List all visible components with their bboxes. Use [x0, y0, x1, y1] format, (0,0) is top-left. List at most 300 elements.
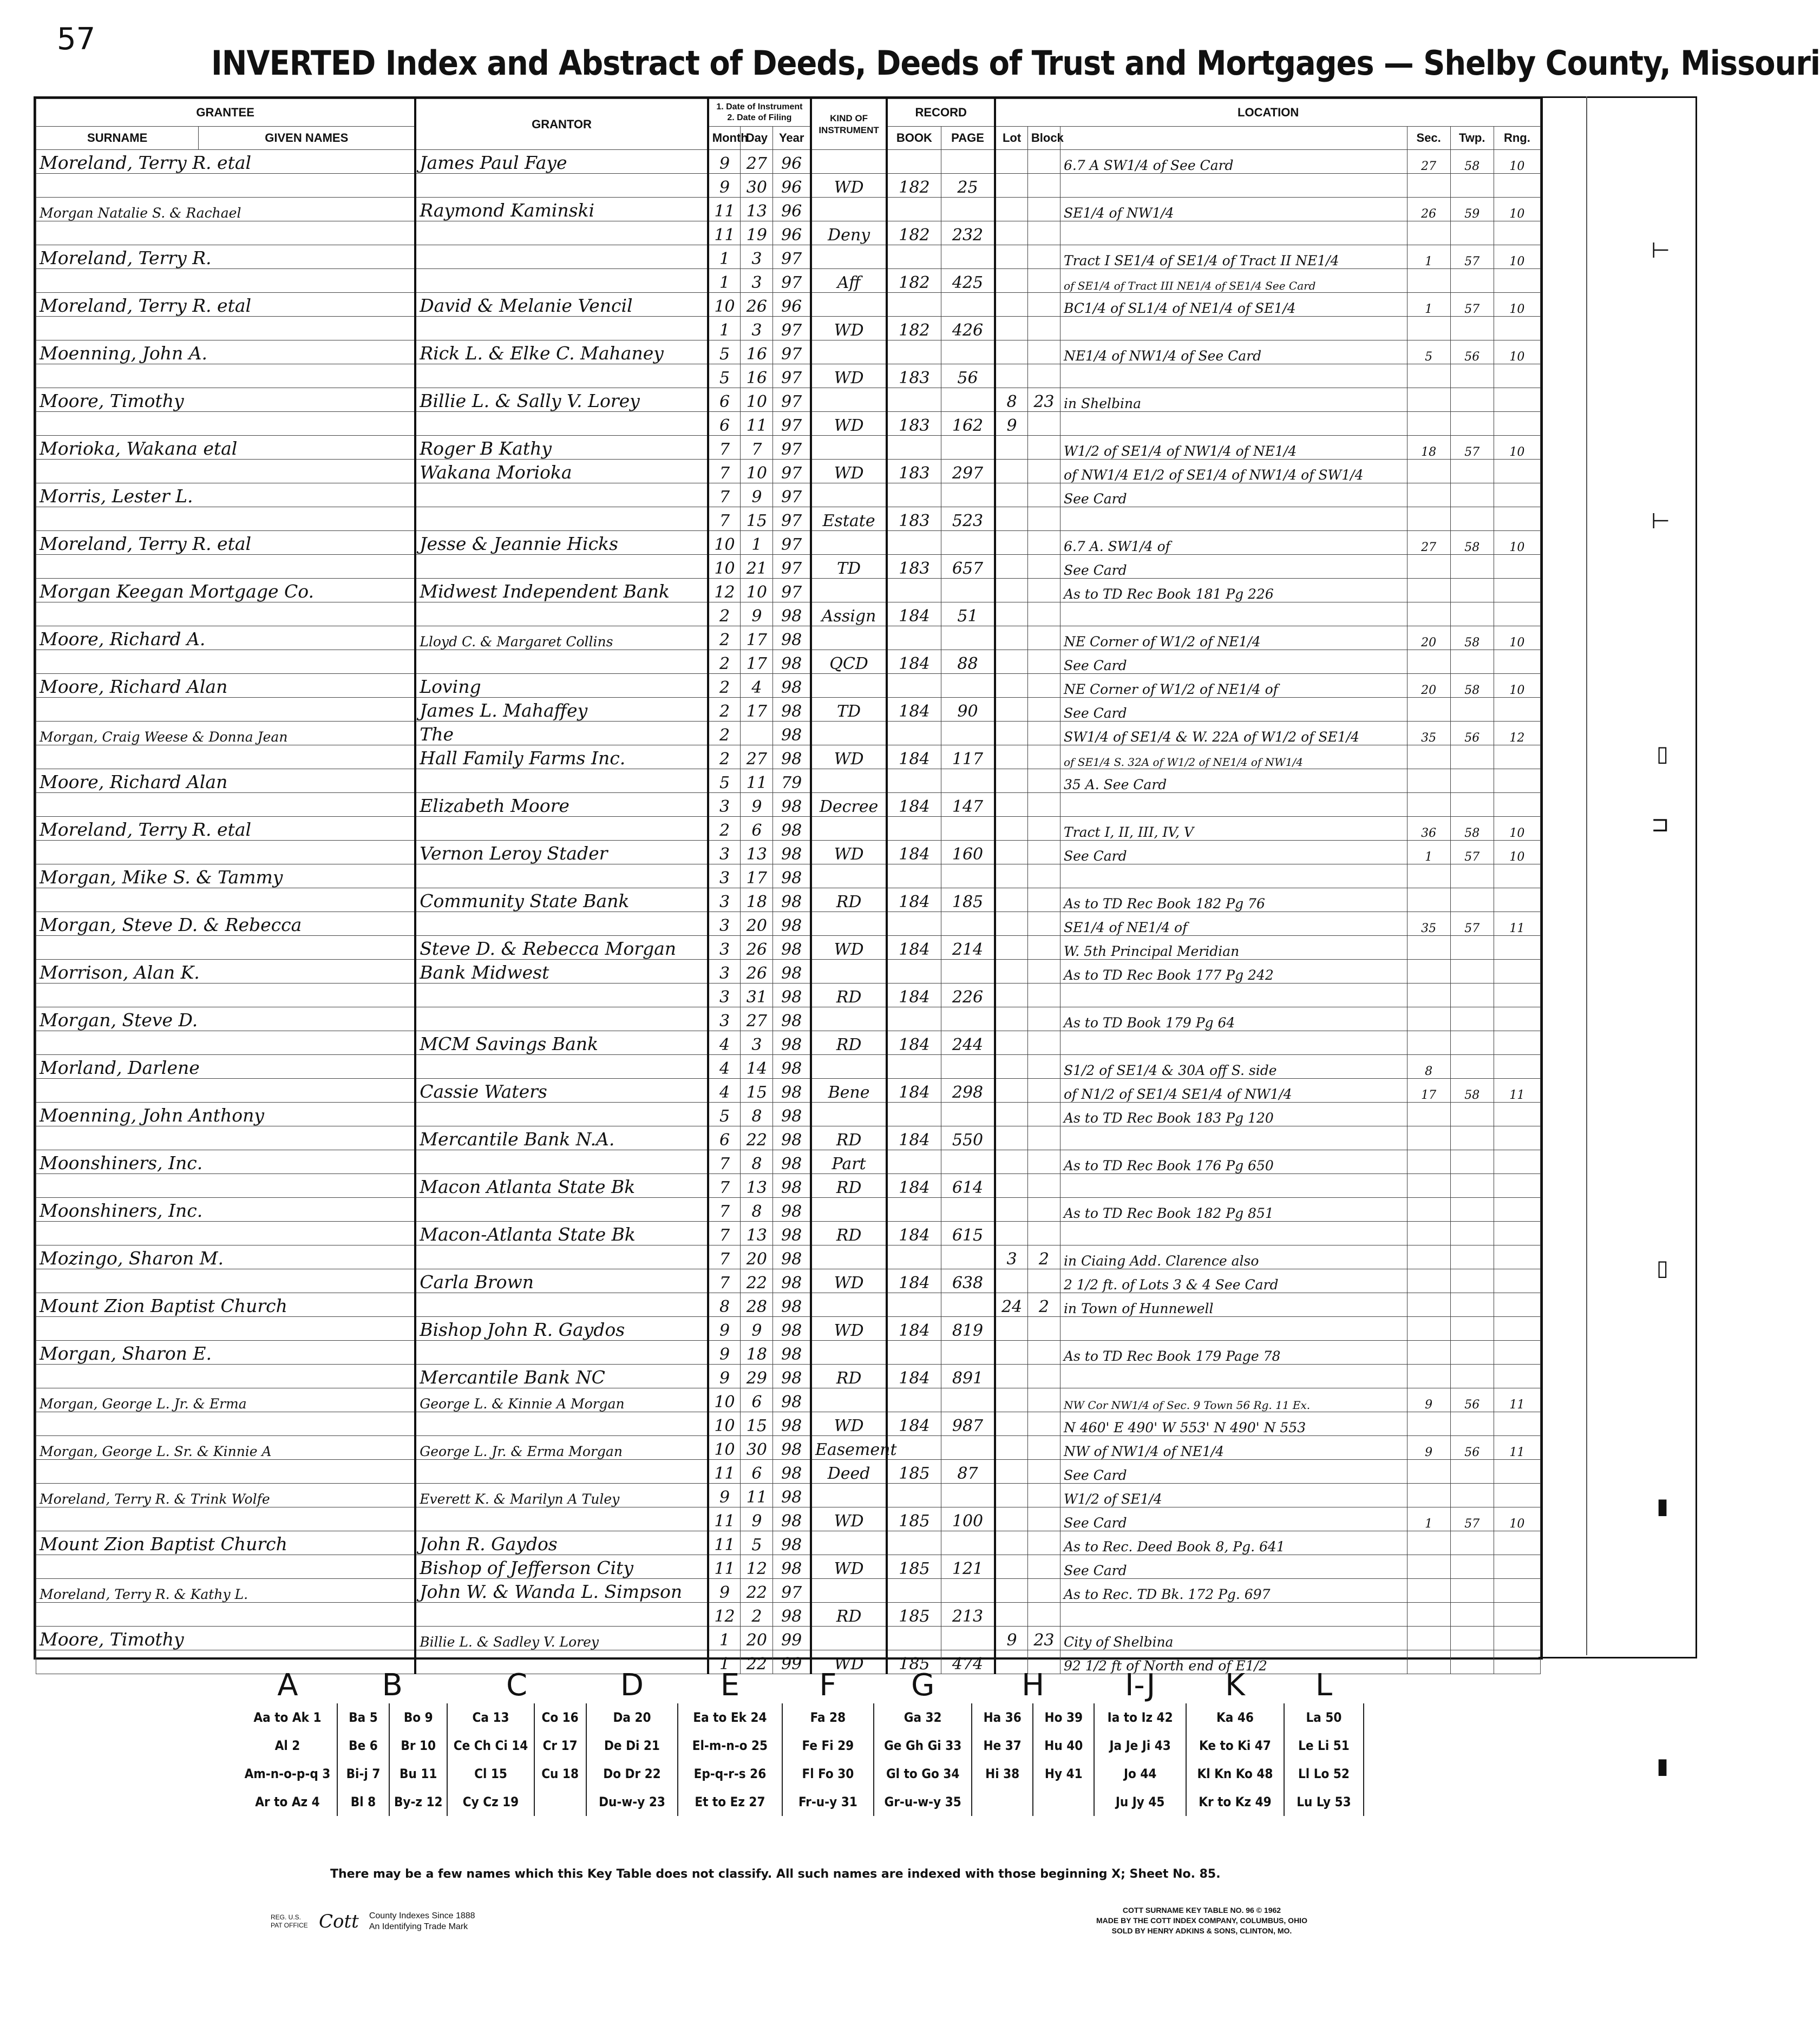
key-cell: Ep-q-r-s 26 — [678, 1760, 782, 1788]
grantor-cell — [415, 174, 708, 198]
table-row — [36, 984, 1541, 1007]
year-cell: 79 — [773, 769, 811, 793]
day-cell: 1 — [741, 531, 773, 555]
page-cell: 474 — [941, 1650, 995, 1674]
location-cell: As to TD Rec Book 182 Pg 76 — [1060, 888, 1407, 912]
lot-cell — [995, 674, 1027, 698]
header-sec: Sec. — [1407, 127, 1450, 150]
kind-cell — [811, 912, 887, 936]
month-cell: 8 — [708, 1293, 741, 1317]
lot-cell — [995, 1555, 1027, 1579]
kind-cell — [811, 340, 887, 364]
grantor-cell: John R. Gaydos — [415, 1531, 708, 1555]
kind-cell — [811, 531, 887, 555]
table-row — [36, 626, 1541, 650]
location-cell: Tract I SE1/4 of SE1/4 of Tract II NE1/4 — [1060, 245, 1407, 269]
grantee-cell: Moore, Richard Alan — [36, 674, 416, 698]
table-row — [36, 1055, 1541, 1079]
lot-cell — [995, 1126, 1027, 1150]
grantor-cell: George L. Jr. & Erma Morgan — [415, 1436, 708, 1460]
kind-cell: RD — [811, 888, 887, 912]
location-cell — [1060, 317, 1407, 340]
twp-cell — [1450, 579, 1494, 602]
kind-cell — [811, 960, 887, 984]
sec-cell — [1407, 174, 1450, 198]
day-cell: 6 — [741, 817, 773, 841]
year-cell: 97 — [773, 460, 811, 483]
rng-cell — [1494, 1317, 1540, 1341]
month-cell: 3 — [708, 936, 741, 960]
binder-ring-icon: ▯ — [1657, 1256, 1669, 1281]
month-cell: 2 — [708, 674, 741, 698]
grantor-cell — [415, 1507, 708, 1531]
table-row — [36, 364, 1541, 388]
page-cell — [941, 293, 995, 317]
rng-cell — [1494, 1460, 1540, 1484]
month-cell: 2 — [708, 698, 741, 722]
book-cell — [887, 769, 941, 793]
block-cell — [1027, 1436, 1060, 1460]
block-cell — [1027, 1079, 1060, 1103]
grantor-cell — [415, 1341, 708, 1365]
grantor-cell: Billie L. & Sally V. Lorey — [415, 388, 708, 412]
kind-cell — [811, 150, 887, 174]
header-book: BOOK — [887, 127, 941, 150]
grantee-cell — [36, 1412, 416, 1436]
month-cell: 4 — [708, 1055, 741, 1079]
year-cell: 98 — [773, 1222, 811, 1245]
book-cell — [887, 1484, 941, 1507]
month-cell: 5 — [708, 769, 741, 793]
lot-cell: 9 — [995, 412, 1027, 436]
table-row — [36, 722, 1541, 745]
grantor-cell — [415, 507, 708, 531]
lot-cell — [995, 269, 1027, 293]
grantor-cell: Vernon Leroy Stader — [415, 841, 708, 864]
location-cell: As to TD Rec Book 176 Pg 650 — [1060, 1150, 1407, 1174]
sec-cell — [1407, 412, 1450, 436]
table-row — [36, 436, 1541, 460]
day-cell: 30 — [741, 1436, 773, 1460]
twp-cell — [1450, 1150, 1494, 1174]
block-cell — [1027, 936, 1060, 960]
location-cell — [1060, 1031, 1407, 1055]
rng-cell: 10 — [1494, 198, 1540, 221]
table-row — [36, 1222, 1541, 1245]
twp-cell — [1450, 745, 1494, 769]
binder-post-icon: ▮ — [1657, 1754, 1669, 1779]
page-cell — [941, 1627, 995, 1650]
twp-cell — [1450, 269, 1494, 293]
twp-cell — [1450, 602, 1494, 626]
key-cell: Ca 13 — [447, 1703, 534, 1732]
month-cell: 1 — [708, 1650, 741, 1674]
month-cell: 6 — [708, 412, 741, 436]
day-cell: 13 — [741, 1222, 773, 1245]
rng-cell — [1494, 793, 1540, 817]
grantee-cell: Moore, Timothy — [36, 1627, 416, 1650]
book-cell — [887, 245, 941, 269]
key-cell: Co 16 — [534, 1703, 586, 1732]
month-cell: 1 — [708, 269, 741, 293]
book-cell — [887, 198, 941, 221]
book-cell: 184 — [887, 1269, 941, 1293]
lot-cell — [995, 483, 1027, 507]
month-cell: 3 — [708, 1007, 741, 1031]
lot-cell — [995, 1055, 1027, 1079]
grantor-cell — [415, 1103, 708, 1126]
key-cell: By-z 12 — [389, 1788, 447, 1816]
grantor-cell: David & Melanie Vencil — [415, 293, 708, 317]
sec-cell: 1 — [1407, 1507, 1450, 1531]
page-cell: 891 — [941, 1365, 995, 1388]
table-row — [36, 1198, 1541, 1222]
table-row — [36, 1555, 1541, 1579]
grantee-cell: Moreland, Terry R. — [36, 245, 416, 269]
location-cell: As to TD Rec Book 177 Pg 242 — [1060, 960, 1407, 984]
book-cell: 182 — [887, 221, 941, 245]
location-cell: As to TD Rec Book 181 Pg 226 — [1060, 579, 1407, 602]
day-cell: 15 — [741, 1412, 773, 1436]
block-cell — [1027, 317, 1060, 340]
day-cell: 10 — [741, 579, 773, 602]
table-row — [36, 269, 1541, 293]
table-row — [36, 936, 1541, 960]
kind-cell: WD — [811, 1269, 887, 1293]
key-cell: He 37 — [972, 1732, 1033, 1760]
sec-cell — [1407, 936, 1450, 960]
day-cell: 9 — [741, 793, 773, 817]
sec-cell: 1 — [1407, 293, 1450, 317]
grantee-cell: Morgan, Craig Weese & Donna Jean — [36, 722, 416, 745]
block-cell: 23 — [1027, 1627, 1060, 1650]
grantee-cell: Morris, Lester L. — [36, 483, 416, 507]
day-cell: 3 — [741, 1031, 773, 1055]
day-cell: 21 — [741, 555, 773, 579]
block-cell — [1027, 793, 1060, 817]
lot-cell — [995, 1531, 1027, 1555]
lot-cell — [995, 1579, 1027, 1603]
rng-cell — [1494, 1126, 1540, 1150]
twp-cell — [1450, 1031, 1494, 1055]
twp-cell — [1450, 864, 1494, 888]
table-row — [36, 1484, 1541, 1507]
block-cell — [1027, 269, 1060, 293]
rng-cell — [1494, 1245, 1540, 1269]
twp-cell — [1450, 1103, 1494, 1126]
surname-key-table — [238, 1667, 1364, 1862]
sec-cell — [1407, 1484, 1450, 1507]
block-cell — [1027, 483, 1060, 507]
table-row — [36, 1603, 1541, 1627]
block-cell — [1027, 1055, 1060, 1079]
block-cell — [1027, 1150, 1060, 1174]
page-cell: 297 — [941, 460, 995, 483]
key-cell: Jo 44 — [1094, 1760, 1186, 1788]
page-cell — [941, 1531, 995, 1555]
page-cell: 51 — [941, 602, 995, 626]
month-cell: 1 — [708, 245, 741, 269]
sec-cell — [1407, 1222, 1450, 1245]
header-month: Month — [708, 127, 741, 150]
kind-cell — [811, 579, 887, 602]
block-cell — [1027, 364, 1060, 388]
day-cell: 16 — [741, 364, 773, 388]
location-cell: of SE1/4 S. 32A of W1/2 of NE1/4 of NW1/4 — [1060, 745, 1407, 769]
day-cell: 12 — [741, 1555, 773, 1579]
grantor-cell — [415, 1460, 708, 1484]
year-cell: 98 — [773, 1245, 811, 1269]
table-row — [36, 769, 1541, 793]
key-letter: C — [506, 1668, 528, 1703]
key-cell: Be 6 — [337, 1732, 389, 1760]
twp-cell — [1450, 221, 1494, 245]
year-cell: 98 — [773, 1507, 811, 1531]
grantor-cell — [415, 1412, 708, 1436]
location-cell: See Card — [1060, 1460, 1407, 1484]
book-cell: 184 — [887, 1317, 941, 1341]
twp-cell — [1450, 483, 1494, 507]
key-body — [238, 1703, 1364, 1816]
grantor-cell — [415, 1198, 708, 1222]
block-cell — [1027, 531, 1060, 555]
grantor-cell — [415, 1007, 708, 1031]
grantee-cell: Moenning, John Anthony — [36, 1103, 416, 1126]
sec-cell — [1407, 1245, 1450, 1269]
month-cell: 9 — [708, 150, 741, 174]
grantor-cell — [415, 221, 708, 245]
key-cell: Gr-u-w-y 35 — [874, 1788, 972, 1816]
day-cell: 22 — [741, 1579, 773, 1603]
twp-cell — [1450, 412, 1494, 436]
page-cell — [941, 1388, 995, 1412]
grantee-cell: Morgan Keegan Mortgage Co. — [36, 579, 416, 602]
rng-cell: 11 — [1494, 1388, 1540, 1412]
location-cell — [1060, 364, 1407, 388]
month-cell: 5 — [708, 340, 741, 364]
book-cell: 184 — [887, 1031, 941, 1055]
location-cell: As to TD Rec Book 183 Pg 120 — [1060, 1103, 1407, 1126]
grantor-cell: Bishop of Jefferson City — [415, 1555, 708, 1579]
twp-cell — [1450, 1555, 1494, 1579]
header-block: Block — [1027, 127, 1060, 150]
page-cell — [941, 579, 995, 602]
month-cell: 2 — [708, 722, 741, 745]
header-page: PAGE — [941, 127, 995, 150]
block-cell — [1027, 602, 1060, 626]
block-cell — [1027, 198, 1060, 221]
day-cell: 9 — [741, 1317, 773, 1341]
grantor-cell: Bishop John R. Gaydos — [415, 1317, 708, 1341]
twp-cell — [1450, 984, 1494, 1007]
key-cell: Ea to Ek 24 — [678, 1703, 782, 1732]
key-cell: La 50 — [1284, 1703, 1364, 1732]
key-cell: Kr to Kz 49 — [1186, 1788, 1284, 1816]
block-cell — [1027, 340, 1060, 364]
twp-cell — [1450, 1484, 1494, 1507]
table-row — [36, 412, 1541, 436]
key-cell: Cy Cz 19 — [447, 1788, 534, 1816]
month-cell: 5 — [708, 364, 741, 388]
grantor-cell: Lloyd C. & Margaret Collins — [415, 626, 708, 650]
day-cell: 16 — [741, 340, 773, 364]
kind-cell: Deed — [811, 1460, 887, 1484]
twp-cell: 56 — [1450, 1388, 1494, 1412]
grantor-cell — [415, 412, 708, 436]
rng-cell — [1494, 555, 1540, 579]
page-cell — [941, 340, 995, 364]
year-cell: 98 — [773, 1460, 811, 1484]
grantor-cell — [415, 864, 708, 888]
block-cell — [1027, 150, 1060, 174]
year-cell: 98 — [773, 1317, 811, 1341]
sec-cell: 9 — [1407, 1388, 1450, 1412]
key-cell: El-m-n-o 25 — [678, 1732, 782, 1760]
grantee-cell: Moreland, Terry R. etal — [36, 817, 416, 841]
key-cell: Ke to Ki 47 — [1186, 1732, 1284, 1760]
key-cell: Ge Gh Gi 33 — [874, 1732, 972, 1760]
block-cell: 2 — [1027, 1293, 1060, 1317]
book-cell: 184 — [887, 698, 941, 722]
kind-cell: Aff — [811, 269, 887, 293]
book-cell: 184 — [887, 1079, 941, 1103]
location-cell: NE Corner of W1/2 of NE1/4 of — [1060, 674, 1407, 698]
key-cell: Ho 39 — [1033, 1703, 1094, 1732]
location-cell: See Card — [1060, 555, 1407, 579]
grantee-cell: Moreland, Terry R. & Kathy L. — [36, 1579, 416, 1603]
twp-cell — [1450, 460, 1494, 483]
block-cell — [1027, 1198, 1060, 1222]
rng-cell — [1494, 769, 1540, 793]
grantee-cell: Morgan, Steve D. & Rebecca — [36, 912, 416, 936]
location-cell — [1060, 1174, 1407, 1198]
key-cell — [972, 1788, 1033, 1816]
binder-tab-icon: ⊢ — [1651, 238, 1670, 263]
month-cell: 10 — [708, 1412, 741, 1436]
year-cell: 98 — [773, 1388, 811, 1412]
sec-cell — [1407, 1174, 1450, 1198]
sec-cell — [1407, 364, 1450, 388]
block-cell — [1027, 1341, 1060, 1365]
day-cell: 11 — [741, 412, 773, 436]
sec-cell — [1407, 1341, 1450, 1365]
page-cell: 523 — [941, 507, 995, 531]
year-cell: 98 — [773, 698, 811, 722]
location-cell: See Card — [1060, 483, 1407, 507]
key-cell: Le Li 51 — [1284, 1732, 1364, 1760]
sec-cell — [1407, 1150, 1450, 1174]
footer-publisher-line3: SOLD BY HENRY ADKINS & SONS, CLINTON, MO. — [1111, 1926, 1292, 1935]
month-cell: 2 — [708, 650, 741, 674]
year-cell: 97 — [773, 1579, 811, 1603]
block-cell — [1027, 174, 1060, 198]
key-cell: De Di 21 — [586, 1732, 678, 1760]
key-cell: Ce Ch Ci 14 — [447, 1732, 534, 1760]
twp-cell — [1450, 1055, 1494, 1079]
year-cell: 97 — [773, 364, 811, 388]
year-cell: 98 — [773, 912, 811, 936]
lot-cell — [995, 1507, 1027, 1531]
grantor-cell: Bank Midwest — [415, 960, 708, 984]
grantor-cell: Billie L. & Sadley V. Lorey — [415, 1627, 708, 1650]
key-cell: Fl Fo 30 — [782, 1760, 874, 1788]
lot-cell — [995, 912, 1027, 936]
key-letter: B — [382, 1668, 403, 1703]
table-row — [36, 174, 1541, 198]
key-cell: Du-w-y 23 — [586, 1788, 678, 1816]
year-cell: 97 — [773, 531, 811, 555]
book-cell — [887, 722, 941, 745]
location-cell: As to TD Rec Book 182 Pg 851 — [1060, 1198, 1407, 1222]
table-row — [36, 1126, 1541, 1150]
page-cell — [941, 674, 995, 698]
month-cell: 11 — [708, 1555, 741, 1579]
year-cell: 98 — [773, 1412, 811, 1436]
rng-cell — [1494, 864, 1540, 888]
book-cell — [887, 674, 941, 698]
grantor-cell — [415, 650, 708, 674]
lot-cell — [995, 722, 1027, 745]
sec-cell: 20 — [1407, 674, 1450, 698]
key-cell: Ia to Iz 42 — [1094, 1703, 1186, 1732]
twp-cell: 57 — [1450, 1507, 1494, 1531]
block-cell — [1027, 1484, 1060, 1507]
grantee-cell: Mozingo, Sharon M. — [36, 1245, 416, 1269]
table-row — [36, 460, 1541, 483]
key-cell: Cu 18 — [534, 1760, 586, 1788]
day-cell: 3 — [741, 245, 773, 269]
month-cell: 9 — [708, 1484, 741, 1507]
book-cell — [887, 1293, 941, 1317]
grantee-cell: Morrison, Alan K. — [36, 960, 416, 984]
rng-cell: 11 — [1494, 1436, 1540, 1460]
grantee-cell — [36, 1460, 416, 1484]
sec-cell — [1407, 1627, 1450, 1650]
lot-cell — [995, 745, 1027, 769]
day-cell: 30 — [741, 174, 773, 198]
block-cell — [1027, 1388, 1060, 1412]
page-cell — [941, 531, 995, 555]
day-cell: 20 — [741, 1245, 773, 1269]
kind-cell: RD — [811, 1126, 887, 1150]
rng-cell: 10 — [1494, 293, 1540, 317]
block-cell — [1027, 912, 1060, 936]
grantor-cell: James Paul Faye — [415, 150, 708, 174]
book-cell: 184 — [887, 1222, 941, 1245]
year-cell: 98 — [773, 1031, 811, 1055]
page-cell: 213 — [941, 1603, 995, 1627]
kind-cell: Easement — [811, 1436, 887, 1460]
sec-cell — [1407, 317, 1450, 340]
table-row — [36, 1031, 1541, 1055]
grantee-cell — [36, 936, 416, 960]
block-cell — [1027, 984, 1060, 1007]
key-cell: Ka 46 — [1186, 1703, 1284, 1732]
kind-cell: RD — [811, 984, 887, 1007]
kind-cell: WD — [811, 936, 887, 960]
grantee-cell: Moore, Timothy — [36, 388, 416, 412]
grantor-cell: James L. Mahaffey — [415, 698, 708, 722]
kind-cell — [811, 626, 887, 650]
month-cell: 12 — [708, 1603, 741, 1627]
grantee-cell — [36, 317, 416, 340]
table-row — [36, 1627, 1541, 1650]
year-cell: 97 — [773, 269, 811, 293]
location-cell: 6.7 A. SW1/4 of — [1060, 531, 1407, 555]
book-cell — [887, 531, 941, 555]
grantor-cell: John W. & Wanda L. Simpson — [415, 1579, 708, 1603]
kind-cell — [811, 769, 887, 793]
